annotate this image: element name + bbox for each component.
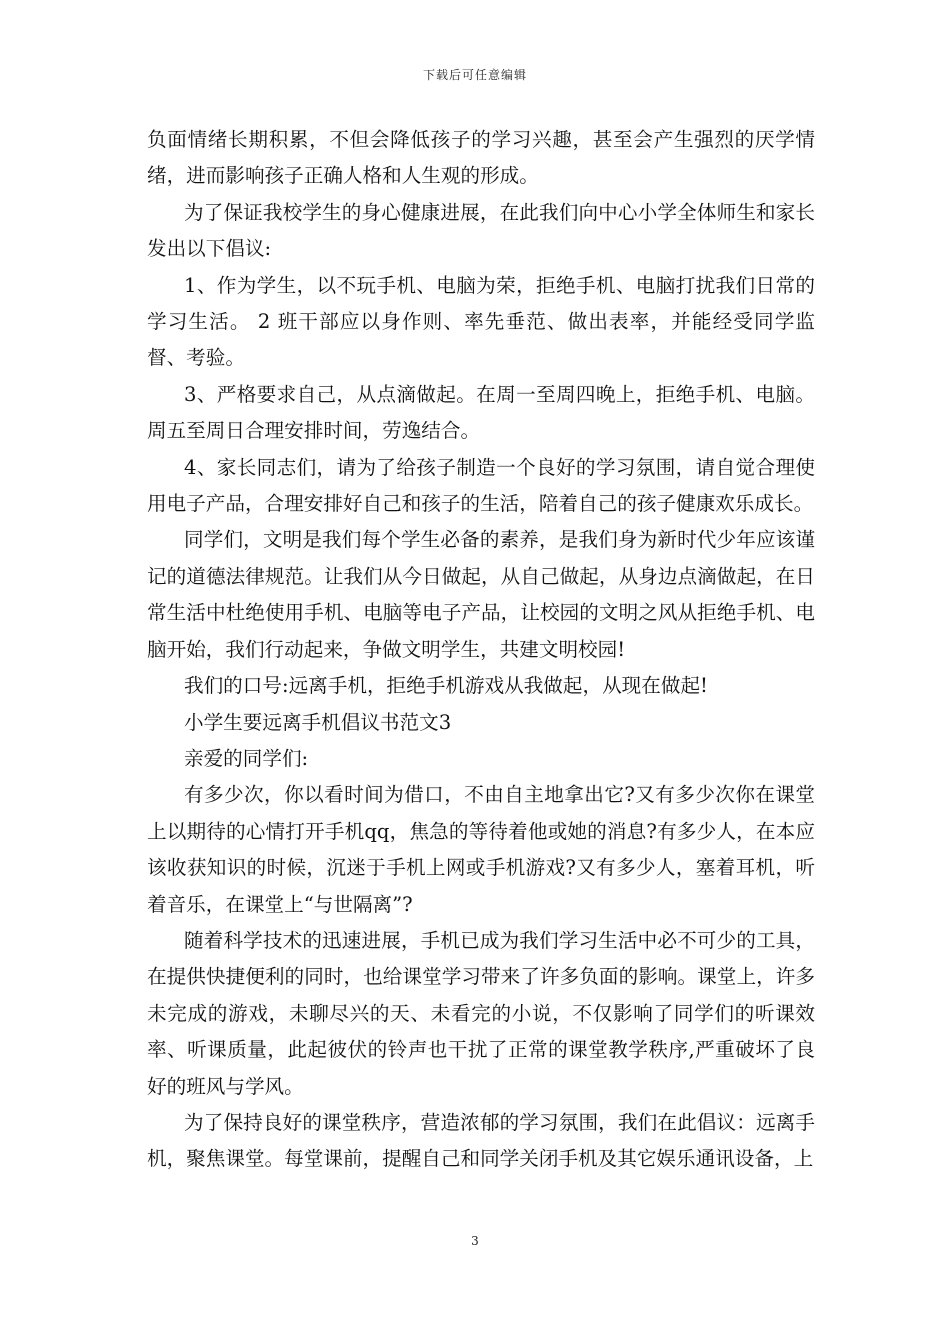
paragraph: 为了保持良好的课堂秩序，营造浓郁的学习氛围，我们在此倡议：远离手机，聚焦课堂。每堂课前，提醒自己和同学关闭手机及其它娱乐通讯设备，上 — [147, 1110, 815, 1171]
paragraph: 1、作为学生，以不玩手机、电脑为荣，拒绝手机、电脑打扰我们日常的学习生活。 2 班干部应以身作则、率先垂范、做出表率，并能经受同学监督、考验。 — [147, 273, 815, 370]
paragraph: 3、严格要求自己，从点滴做起。在周一至周四晚上，拒绝手机、电脑。周五至周日合理安排时间，劳逸结合。 — [147, 382, 815, 443]
paragraph: 亲爱的同学们: — [184, 746, 309, 770]
paragraph: 我们的口号:远离手机，拒绝手机游戏从我做起，从现在做起! — [184, 674, 708, 698]
paragraph: 随着科学技术的迅速进展，手机已成为我们学习生活中必不可少的工具，在提供快捷便利的同时，也给课堂学习带来了许多负面的影响。课堂上，许多未完成的游戏，未聊尽兴的天、未看完的小说，不仅影响了同学们的听课效率、听课质量，此起彼伏的铃声也干扰了正常的课堂教学秩序,严重破坏了良好的班风与学风。 — [147, 928, 815, 1098]
paragraph: 有多少次，你以看时间为借口，不由自主地拿出它?又有多少次你在课堂上以期待的心情打开手机qq，焦急的等待着他或她的消息?有多少人，在本应该收获知识的时候，沉迷于手机上网或手机游戏?又有多少人，塞着耳机，听着音乐，在课堂上“与世隔离”? — [147, 783, 815, 916]
paragraph: 4、家长同志们，请为了给孩子制造一个良好的学习氛围，请自觉合理使用电子产品，合理安排好自己和孩子的生活，陪着自己的孩子健康欢乐成长。 — [147, 455, 815, 516]
document-body — [147, 122, 815, 1178]
paragraph: 同学们，文明是我们每个学生必备的素养，是我们身为新时代少年应该谨记的道德法律规范。让我们从今日做起，从自己做起，从身边点滴做起，在日常生活中杜绝使用手机、电脑等电子产品，让校园的文明之风从拒绝手机、电脑开始，我们行动起来，争做文明学生，共建文明校园! — [147, 528, 815, 661]
page-header: 下载后可任意编辑 — [422, 68, 527, 82]
page-number: 3 — [471, 1234, 479, 1248]
paragraph: 为了保证我校学生的身心健康进展，在此我们向中心小学全体师生和家长发出以下倡议: — [147, 200, 815, 261]
paragraph: 小学生要远离手机倡议书范文3 — [184, 710, 452, 734]
paragraph: 负面情绪长期积累，不但会降低孩子的学习兴趣，甚至会产生强烈的厌学情绪，进而影响孩子正确人格和人生观的形成。 — [147, 128, 815, 188]
